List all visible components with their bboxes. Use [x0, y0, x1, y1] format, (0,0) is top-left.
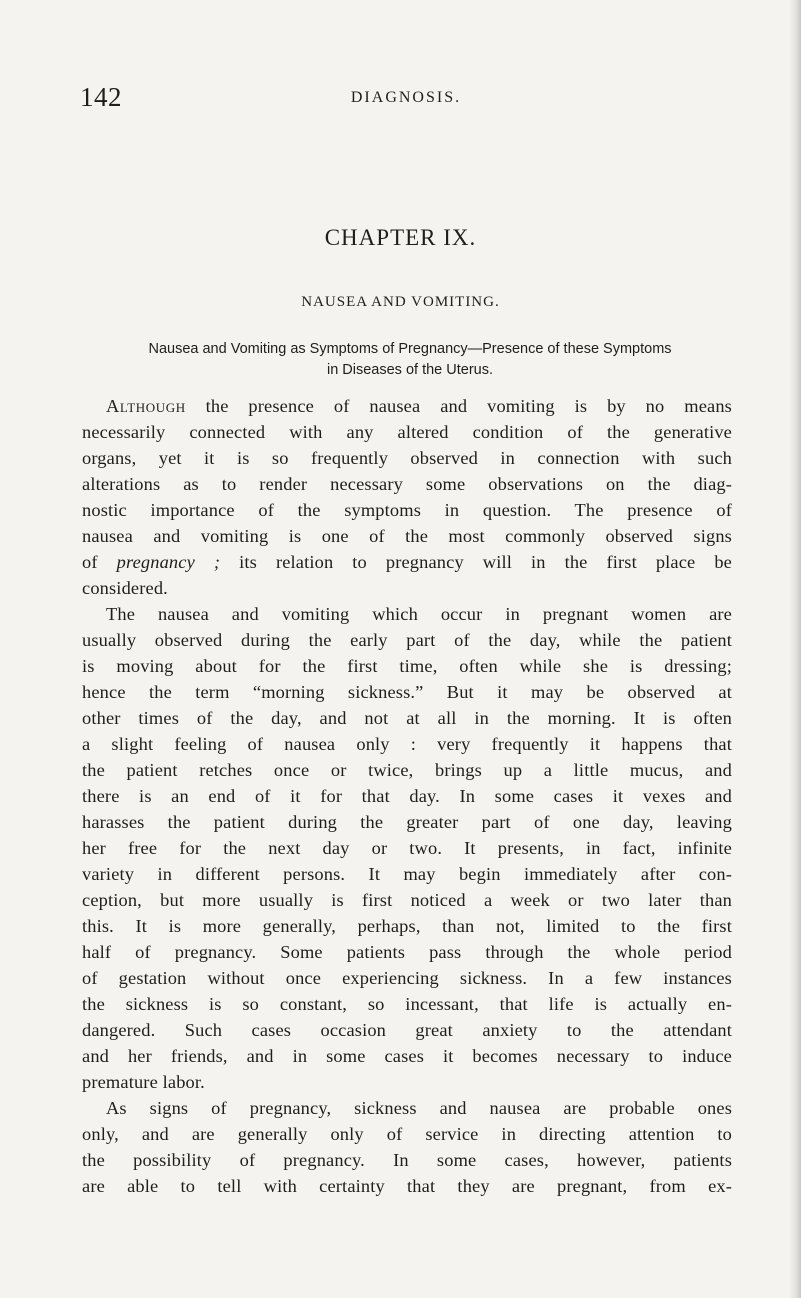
- line-text: the presence of nausea and vomiting is by no means: [185, 396, 732, 416]
- paragraph-line: usually observed during the early part of the day, while the patient: [82, 630, 732, 650]
- paragraph-line: considered.: [82, 578, 168, 598]
- page-edge-shadow: [789, 0, 801, 1298]
- paragraph-line: other times of the day, and not at all in the morning. It is often: [82, 708, 732, 728]
- paragraph-line: a slight feeling of nausea only : very frequently it happens that: [82, 734, 732, 754]
- paragraph-line: nostic importance of the symptoms in question. The presence of: [82, 500, 732, 520]
- paragraph-line: alterations as to render necessary some observations on the diag-: [82, 474, 732, 494]
- paragraph-line: her free for the next day or two. It presents, in fact, infinite: [82, 838, 732, 858]
- paragraph-line: As signs of pregnancy, sickness and nausea are probable ones: [106, 1098, 732, 1118]
- paragraph-line: The nausea and vomiting which occur in pregnant women are: [106, 604, 732, 624]
- chapter-synopsis: [100, 339, 720, 381]
- synopsis-line: in Diseases of the Uterus.: [326, 362, 494, 378]
- line-text: its relation to pregnancy will in the first place be: [220, 552, 732, 572]
- paragraph-line: the possibility of pregnancy. In some cases, however, patients: [82, 1150, 732, 1170]
- paragraph-line: and her friends, and in some cases it becomes necessary to induce: [82, 1046, 732, 1066]
- lead-word: Although: [106, 396, 186, 416]
- line-text: of: [82, 552, 117, 572]
- paragraph-line: variety in different persons. It may begin immediately after con-: [82, 864, 732, 884]
- paragraph-line: dangered. Such cases occasion great anxiety to the attendant: [82, 1020, 732, 1040]
- paragraph-line: [82, 549, 732, 575]
- paragraph-line: harasses the patient during the greater part of one day, leaving: [82, 812, 732, 832]
- paragraph-line: are able to tell with certainty that they are pregnant, from ex-: [82, 1176, 732, 1196]
- synopsis-line: Nausea and Vomiting as Symptoms of Pregnancy—Presence of these Symptoms: [148, 341, 672, 357]
- paragraph-line: half of pregnancy. Some patients pass through the whole period: [82, 942, 732, 962]
- paragraph-line: organs, yet it is so frequently observed in connection with such: [82, 448, 732, 468]
- paragraph-line: necessarily connected with any altered condition of the generative: [82, 422, 732, 442]
- paragraph-line: ception, but more usually is first noticed a week or two later than: [82, 890, 732, 910]
- section-title: NAUSEA AND VOMITING.: [301, 294, 500, 310]
- paragraph-line: only, and are generally only of service in directing attention to: [82, 1124, 732, 1144]
- paragraph-line: there is an end of it for that day. In some cases it vexes and: [82, 786, 732, 806]
- paragraph-line: this. It is more generally, perhaps, than not, limited to the first: [82, 916, 732, 936]
- paragraph-line: premature labor.: [82, 1072, 205, 1092]
- running-head: [80, 80, 732, 114]
- body-text: [82, 393, 732, 1199]
- running-title: DIAGNOSIS.: [350, 89, 462, 106]
- chapter-title: CHAPTER IX.: [324, 225, 477, 250]
- italic-term: pregnancy ;: [116, 552, 221, 572]
- paragraph-line: is moving about for the first time, often while she is dressing;: [82, 656, 732, 676]
- paragraph-line: [82, 393, 732, 419]
- paragraph-line: the sickness is so constant, so incessant, that life is actually en-: [82, 994, 732, 1014]
- page-number: 142: [80, 82, 122, 112]
- paragraph-line: hence the term “morning sickness.” But it may be observed at: [82, 682, 732, 702]
- paragraph-line: of gestation without once experiencing sickness. In a few instances: [82, 968, 732, 988]
- paragraph-line: the patient retches once or twice, brings up a little mucus, and: [82, 760, 732, 780]
- paragraph-line: nausea and vomiting is one of the most commonly observed signs: [82, 526, 732, 546]
